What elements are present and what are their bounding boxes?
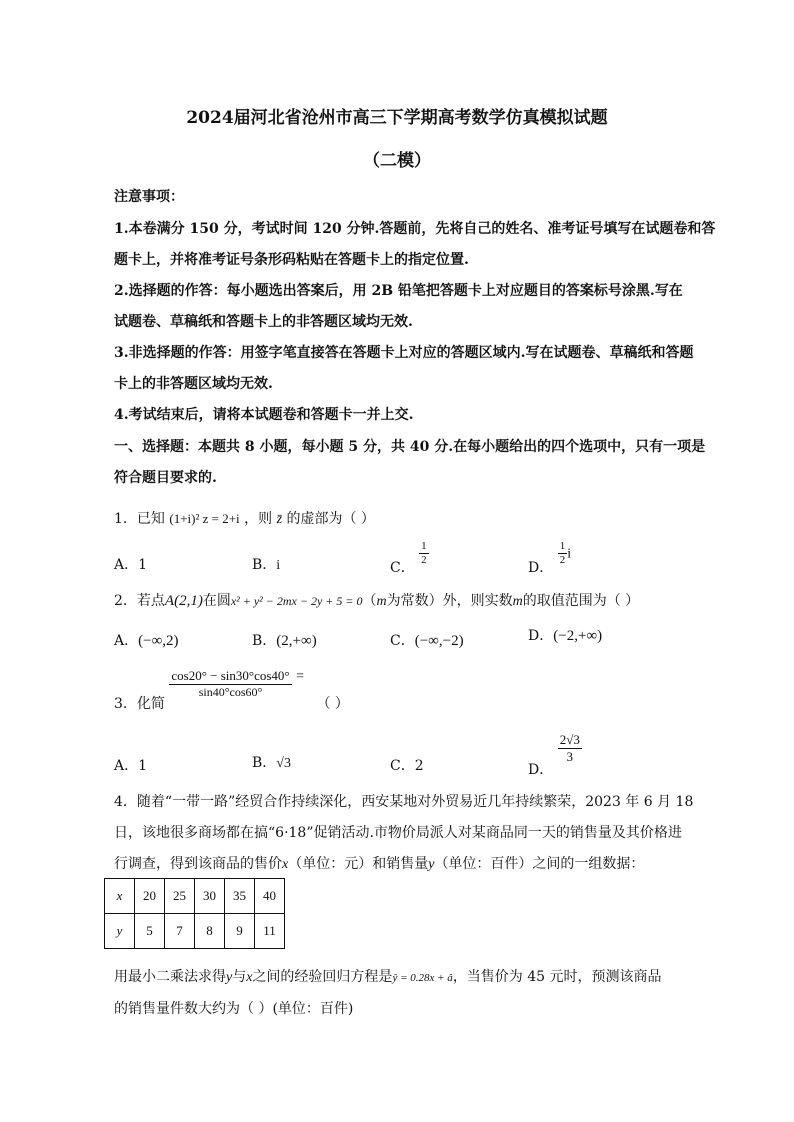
question-4-line-3: 行调查，得到该商品的售价x（单位：元）和销售量y（单位：百件）之间的一组数据：: [114, 856, 645, 872]
notice-line-3b: 卡上的非答题区域均无效.: [114, 376, 273, 392]
notice-heading: 注意事项：: [114, 189, 184, 205]
question-2: 2．若点A(2,1)在圆x² + y² − 2mx − 2y + 5 = 0（m为常数）外，则实数m的取值范围为（ ）: [114, 593, 640, 609]
q3-number: 3．化简: [114, 695, 165, 712]
q2-option-d: D．(−2,+∞): [528, 628, 603, 644]
table-cell: 20: [135, 879, 165, 914]
q2-option-b: B．(2,+∞): [252, 633, 317, 649]
table-cell-label: y: [105, 914, 135, 949]
q1-d-fraction: $\frac{1}{2}$: [559, 540, 566, 567]
q2-option-a: A．(−∞,2): [114, 633, 179, 649]
table-row: [105, 879, 285, 914]
table-cell: 35: [225, 879, 255, 914]
data-table: [104, 878, 285, 949]
q1-option-b: B．i: [252, 557, 281, 573]
table-cell: 11: [255, 914, 285, 949]
q1-number: 1．已知: [114, 511, 165, 527]
notice-line-1a: 1.本卷满分 150 分，考试时间 120 分钟.答题前，先将自己的姓名、准考证号填写在试题卷和答: [114, 221, 716, 237]
table-cell: 9: [225, 914, 255, 949]
notice-line-2a: 2.选择题的作答：每小题选出答案后，用 2B 铅笔把答题卡上对应题目的答案标号涂黑.写在: [114, 283, 683, 299]
q3-d-fraction: $\frac{2√3}{3}$: [559, 732, 580, 764]
table-cell: 40: [255, 879, 285, 914]
q2-point: A(2,1): [164, 593, 203, 609]
table-cell: 25: [165, 879, 195, 914]
question-4-line-5: 的销售量件数大约为（ ）(单位：百件): [114, 1001, 354, 1017]
notice-line-4: 4.考试结束后，请将本试题卷和答题卡一并上交.: [114, 407, 414, 423]
section-1-heading-cont: 符合题目要求的.: [114, 470, 217, 486]
notice-line-3a: 3.非选择题的作答：用签字笔直接答在答题卡上对应的答题区域内.写在试题卷、草稿纸和答题: [114, 345, 694, 361]
q1-expression: (1+i)² z = 2+i: [169, 511, 240, 526]
table-row: [105, 914, 285, 949]
q1-tail: 的虚部为（ ）: [286, 511, 375, 527]
page-title: 2024届河北省沧州市高三下学期高考数学仿真模拟试题: [186, 108, 608, 128]
q4-regression-equation: ŷ = 0.28x + â: [392, 972, 453, 984]
q1-option-a: A．1: [114, 557, 148, 573]
question-1: [114, 508, 684, 528]
table-cell: 30: [195, 879, 225, 914]
q3-option-a: A．1: [114, 758, 148, 774]
question-3: 3．化简 $\frac{\cos 20^\circ - \sin 30^\circ\cos 40^\circ}{\sin 40^\circ\cos 60^\circ}$ = （ ）: [114, 668, 349, 712]
q1-option-d: D． $\frac{1}{2}$ i: [528, 540, 572, 576]
table-cell: 7: [165, 914, 195, 949]
section-1-heading: 一、选择题：本题共 8 小题，每小题 5 分，共 40 分.在每小题给出的四个选项中，只有一项是: [114, 439, 706, 455]
q2-option-c: C．(−∞,−2): [390, 633, 464, 649]
question-4-line-2: 日，该地很多商场都在搞“6·18”促销活动.市物价局派人对某商品同一天的销售量及其价格进: [114, 825, 682, 841]
q1-zbar: z̄: [276, 512, 283, 527]
notice-line-1b: 题卡上，并将准考证号条形码粘贴在答题卡上的指定位置.: [114, 252, 469, 268]
question-4-line-1: 4．随着“一带一路”经贸合作持续深化，西安某地对外贸易近几年持续繁荣，2023 年 6 月 18: [114, 794, 694, 810]
q3-option-d: D． $\frac{2√3}{3}$: [528, 732, 580, 779]
q1-option-c: C． $\frac{1}{2}$: [390, 540, 427, 576]
q1-mid: ，则: [244, 511, 273, 527]
notice-line-2b: 试题卷、草稿纸和答题卡上的非答题区域均无效.: [114, 314, 413, 330]
question-4-line-4: 用最小二乘法求得y与x之间的经验回归方程是ŷ = 0.28x + â，当售价为 45 元时，预测该商品: [114, 969, 662, 985]
table-cell: 8: [195, 914, 225, 949]
table-cell: 5: [135, 914, 165, 949]
q3-option-b: B．√3: [252, 755, 291, 771]
table-cell-label: x: [105, 879, 135, 914]
q2-circle-equation: x² + y² − 2mx − 2y + 5 = 0: [230, 594, 363, 608]
page-subtitle: （二模）: [363, 151, 431, 171]
q1-c-fraction: $\frac{1}{2}$: [421, 540, 427, 567]
q3-option-c: C．2: [390, 758, 424, 774]
q3-fraction: $\frac{\cos 20^\circ - \sin 30^\circ\cos 40^\circ}{\sin 40^\circ\cos 60^\circ}$: [171, 668, 290, 699]
